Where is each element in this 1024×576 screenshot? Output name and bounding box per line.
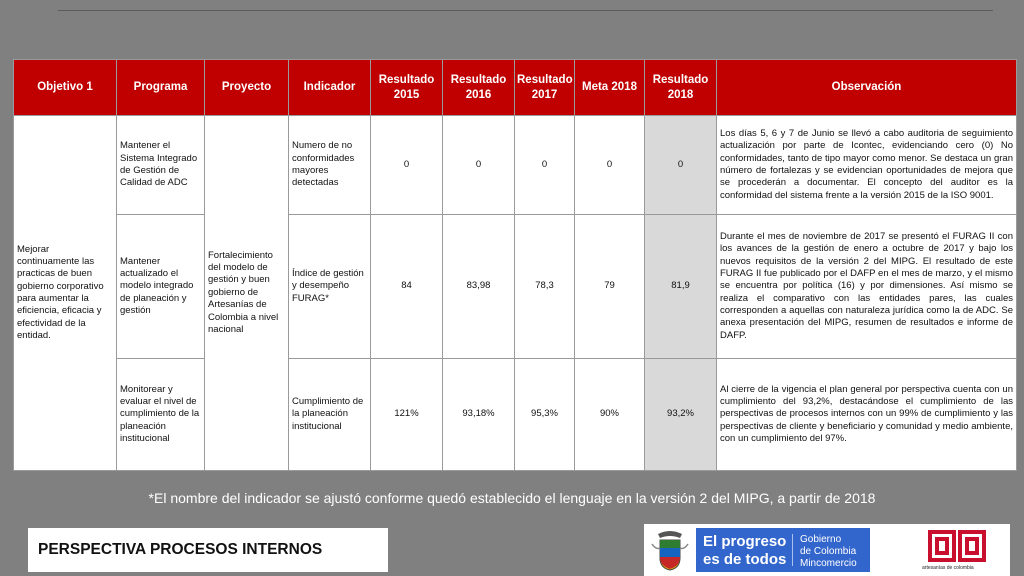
gov-divider	[792, 534, 793, 566]
section-title: PERSPECTIVA PROCESOS INTERNOS	[38, 541, 323, 558]
gov-banner	[696, 528, 870, 572]
table-row	[14, 116, 1017, 215]
value-2017: 78,3	[515, 215, 575, 359]
header-programa: Programa	[117, 60, 205, 116]
value-2016: 93,18%	[443, 359, 515, 471]
gov-slogan-line1: El progreso	[703, 533, 787, 550]
value-2015: 84	[371, 215, 443, 359]
indicador-cell: Cumplimiento de la planeación institucional	[289, 359, 371, 471]
value-2018: 81,9	[645, 215, 717, 359]
header-resultado-2015: Resultado 2015	[371, 60, 443, 116]
header-meta-2018: Meta 2018	[575, 60, 645, 116]
header-resultado-2016: Resultado 2016	[443, 60, 515, 116]
value-2018: 93,2%	[645, 359, 717, 471]
gov-right-line1: Gobierno	[800, 534, 842, 545]
table-header-row	[14, 60, 1017, 116]
observacion-cell: Los días 5, 6 y 7 de Junio se llevó a cabo auditoria de seguimiento actualización por parte de Icontec, evidenciando cero (0) No conformidades, tanto de tipo mayor como menor. Se destaca un gran número de fortalezas y se evidencian oportunidades de mejora que se procederán a documentar. El concepto del auditor es la conformidad del sistema frente a la versión 2015 de la ISO 9001.	[717, 116, 1017, 215]
logos-bar	[644, 524, 1010, 576]
header-resultado-2017: Resultado 2017	[515, 60, 575, 116]
table-row	[14, 359, 1017, 471]
indicador-cell: Numero de no conformidades mayores detectadas	[289, 116, 371, 215]
value-meta-2018: 0	[575, 116, 645, 215]
observacion-cell: Durante el mes de noviembre de 2017 se presentó el FURAG II con los avances de la gestión de enero a octubre de 2017 y bajo los nuevos requisitos de la versión 2 del MIPG. El resultado de este FURAG II fue publicado por el DAFP en el mes de marzo, y el mismo se encuentra por política (16) y por dimensiones. Así mismo se realiza el comparativo con las entidades pares, las cuales corresponden a aquellas con naturaleza jurídica como la de ADC. Se anexa presentación del MIPG, resumen de resultados e informe de DAFP.	[717, 215, 1017, 359]
value-meta-2018: 79	[575, 215, 645, 359]
section-title-box	[28, 528, 388, 572]
table-row	[14, 215, 1017, 359]
gov-right-line2: de Colombia	[800, 546, 857, 557]
value-2017: 95,3%	[515, 359, 575, 471]
value-2015: 121%	[371, 359, 443, 471]
header-observacion: Observación	[717, 60, 1017, 116]
colombia-shield-icon	[650, 528, 690, 572]
value-2015: 0	[371, 116, 443, 215]
header-resultado-2018: Resultado 2018	[645, 60, 717, 116]
indicador-cell: Índice de gestión y desempeño FURAG*	[289, 215, 371, 359]
proyecto-cell: Fortalecimiento del modelo de gestión y buen gobierno de Artesanías de Colombia a nivel nacional	[205, 116, 289, 471]
footnote: *El nombre del indicador se ajustó conforme quedó establecido el lenguaje en la versión 2 del MIPG, a partir de 2018	[148, 490, 876, 506]
observacion-cell: Al cierre de la vigencia el plan general por perspectiva cuenta con un cumplimiento del 93,2%, destacándose el cumplimiento de las perspectivas de procesos internos con un 99% de cumplimiento y las perspectivas de cliente y beneficiario y comunidad y medio ambiente, con un cumplimiento del 97%.	[717, 359, 1017, 471]
results-table	[13, 59, 1017, 471]
header-indicador: Indicador	[289, 60, 371, 116]
gov-right-line3: Mincomercio	[800, 558, 857, 569]
adc-label: artesanías de colombia	[922, 565, 974, 571]
programa-cell: Mantener actualizado el modelo integrado de planeación y gestión	[117, 215, 205, 359]
objetivo-cell: Mejorar continuamente las practicas de buen gobierno corporativo para aumentar la eficiencia, eficacia y efectividad de la entidad.	[14, 116, 117, 471]
value-2016: 83,98	[443, 215, 515, 359]
value-2018: 0	[645, 116, 717, 215]
programa-cell: Mantener el Sistema Integrado de Gestión de Calidad de ADC	[117, 116, 205, 215]
programa-cell: Monitorear y evaluar el nivel de cumplimiento de la planeación institucional	[117, 359, 205, 471]
header-objetivo: Objetivo 1	[14, 60, 117, 116]
value-2017: 0	[515, 116, 575, 215]
value-meta-2018: 90%	[575, 359, 645, 471]
header-proyecto: Proyecto	[205, 60, 289, 116]
top-divider	[58, 10, 993, 11]
gov-slogan-line2: es de todos	[703, 551, 787, 568]
value-2016: 0	[443, 116, 515, 215]
